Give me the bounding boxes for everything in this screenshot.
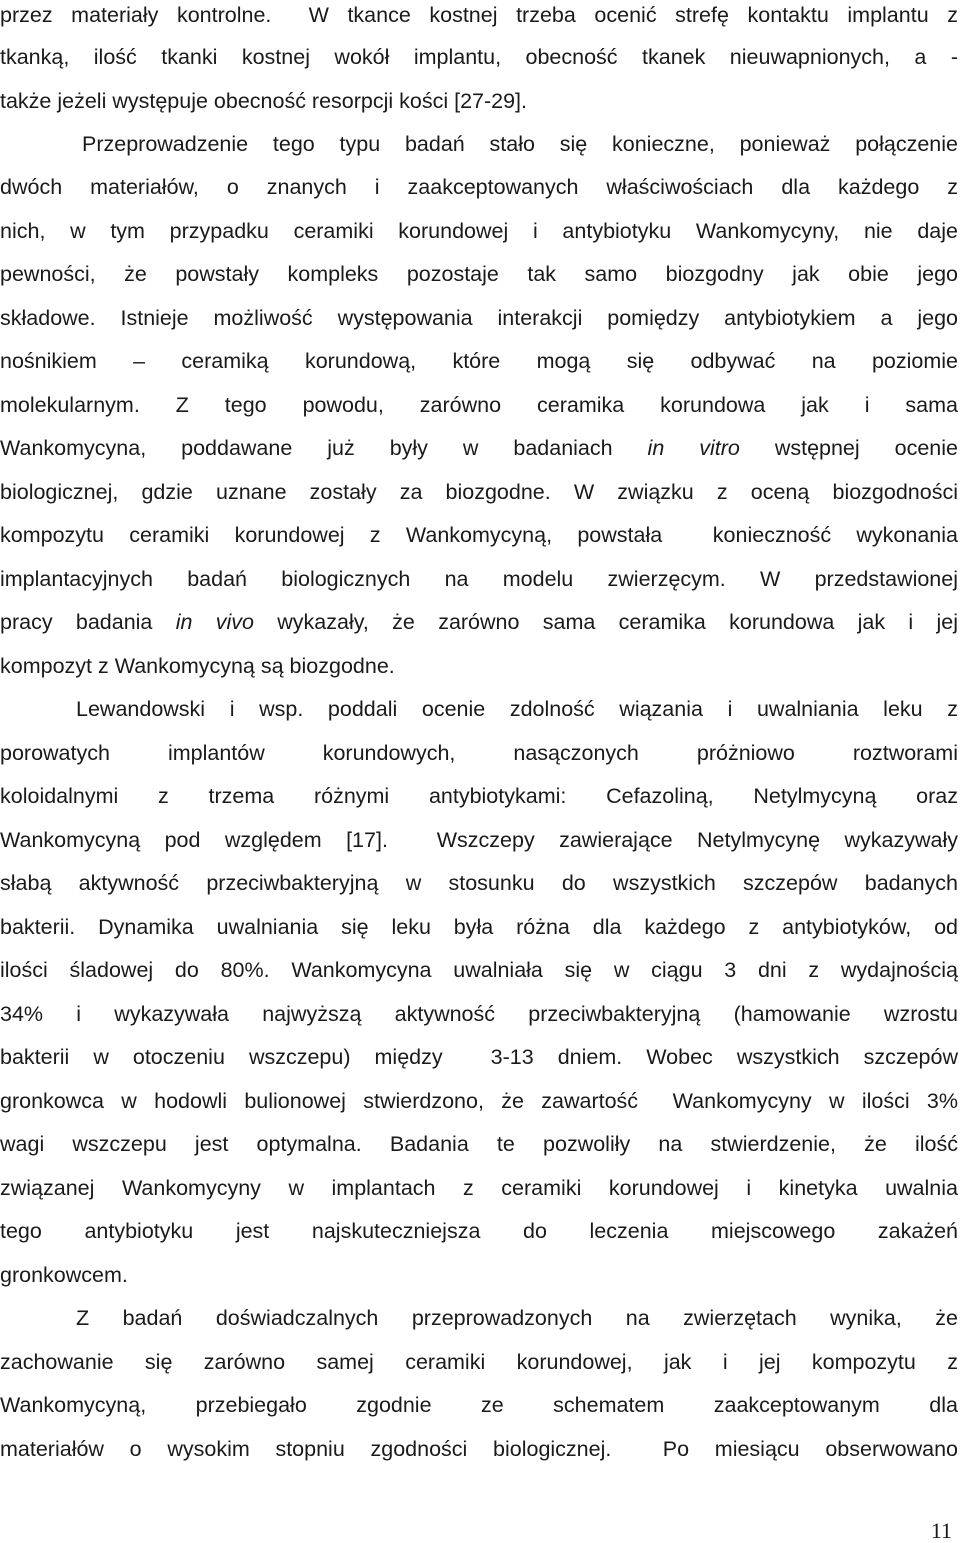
italic-term: in vitro [647,436,740,460]
line-text: implantacyjnych badań biologicznych na modelu zwierzęcym. W przedstawionej [0,567,958,591]
line-text: Wankomycyną pod względem [17]. Wszczepy zawierające Netylmycynę wykazywały [0,828,958,852]
text-line [0,1129,958,1159]
line-text: kompozyt z Wankomycyną są biozgodne. [0,654,395,678]
text-line [0,738,958,768]
line-text: bakterii. Dynamika uwalniania się leku była różna dla każdego z antybiotyków, od [0,915,958,939]
text-line [0,564,958,594]
text-line [0,303,958,333]
text-line [0,259,958,289]
line-text: Lewandowski i wsp. poddali ocenie zdolność wiązania i uwalniania leku z [76,697,958,721]
line-text: nośnikiem – ceramiką korundową, które mogą się odbywać na poziomie [0,349,958,373]
text-line [0,1042,958,1072]
text-line [0,825,958,855]
line-text: wagi wszczepu jest optymalna. Badania te pozwoliły na stwierdzenie, że ilość [0,1132,958,1156]
line-text: gronkowcem. [0,1263,128,1287]
text-line [0,1347,958,1377]
line-text: związanej Wankomycyny w implantach z ceramiki korundowej i kinetyka uwalnia [0,1176,958,1200]
text-line [0,477,958,507]
text-line [0,1216,958,1246]
line-text: wykazały, że zarówno sama ceramika korundowa jak i jej [253,610,958,634]
text-line [0,1086,958,1116]
text-line [0,216,958,246]
text-line [0,129,958,159]
line-text: dwóch materiałów, o znanych i zaakceptowanych właściwościach dla każdego z [0,175,958,199]
line-text: tkanką, ilość tkanki kostnej wokół implantu, obecność tkanek nieuwapnionych, a - [0,45,958,69]
line-text: materiałów o wysokim stopniu zgodności biologicznej. Po miesiącu obserwowano [0,1437,958,1461]
text-line [0,0,958,30]
line-text: Wankomycyną, przebiegało zgodnie ze schematem zaakceptowanym dla [0,1393,958,1417]
line-text: słabą aktywność przeciwbakteryjną w stosunku do wszystkich szczepów badanych [0,871,958,895]
text-line [0,346,958,376]
line-text: ilości śladowej do 80%. Wankomycyna uwalniała się w ciągu 3 dni z wydajnością [0,958,958,982]
line-text: bakterii w otoczeniu wszczepu) między 3-13 dniem. Wobec wszystkich szczepów [0,1045,958,1069]
line-text: także jeżeli występuje obecność resorpcji kości [27-29]. [0,89,528,113]
line-text: tego antybiotyku jest najskuteczniejsza do leczenia miejscowego zakażeń [0,1219,958,1243]
text-line [0,607,958,637]
text-line [0,694,958,724]
line-text: zachowanie się zarówno samej ceramiki korundowej, jak i jej kompozytu z [0,1350,958,1374]
italic-term: in vivo [175,610,254,634]
text-line [0,172,958,202]
text-line [0,999,958,1029]
text-line [0,1260,958,1290]
line-text: Z badań doświadczalnych przeprowadzonych na zwierzętach wynika, że [76,1306,958,1330]
line-text: kompozytu ceramiki korundowej z Wankomycyną, powstała konieczność wykonania [0,523,958,547]
line-text: gronkowca w hodowli bulionowej stwierdzono, że zawartość Wankomycyny w ilości 3% [0,1089,958,1113]
line-text: przez materiały kontrolne. W tkance kostnej trzeba ocenić strefę kontaktu implantu z [0,3,958,27]
text-line [0,912,958,942]
text-line [0,651,958,681]
page-number: 11 [930,1518,952,1543]
text-line [0,433,958,463]
line-text: Wankomycyna, poddawane już były w badaniach [0,436,648,460]
line-text: porowatych implantów korundowych, nasączonych próżniowo roztworami [0,741,958,765]
text-line [0,781,958,811]
line-text: pewności, że powstały kompleks pozostaje tak samo biozgodny jak obie jego [0,262,958,286]
line-text: nich, w tym przypadku ceramiki korundowej i antybiotyku Wankomycyny, nie daje [0,219,958,243]
line-text: 34% i wykazywała najwyższą aktywność przeciwbakteryjną (hamowanie wzrostu [0,1002,958,1026]
line-text: wstępnej ocenie [739,436,958,460]
text-line [0,1390,958,1420]
line-text: składowe. Istnieje możliwość występowania interakcji pomiędzy antybiotykiem a jego [0,306,958,330]
line-text: koloidalnymi z trzema różnymi antybiotykami: Cefazoliną, Netylmycyną oraz [0,784,958,808]
text-line [0,520,958,550]
text-line [0,390,958,420]
text-line [0,42,958,72]
text-line [0,868,958,898]
text-line [0,1173,958,1203]
text-line [0,1303,958,1333]
line-text: molekularnym. Z tego powodu, zarówno ceramika korundowa jak i sama [0,393,958,417]
text-line [0,86,958,116]
line-text: Przeprowadzenie tego typu badań stało się konieczne, ponieważ połączenie [82,132,958,156]
text-line [0,955,958,985]
line-text: biologicznej, gdzie uznane zostały za biozgodne. W związku z oceną biozgodności [0,480,958,504]
line-text: pracy badania [0,610,176,634]
text-line [0,1434,958,1464]
